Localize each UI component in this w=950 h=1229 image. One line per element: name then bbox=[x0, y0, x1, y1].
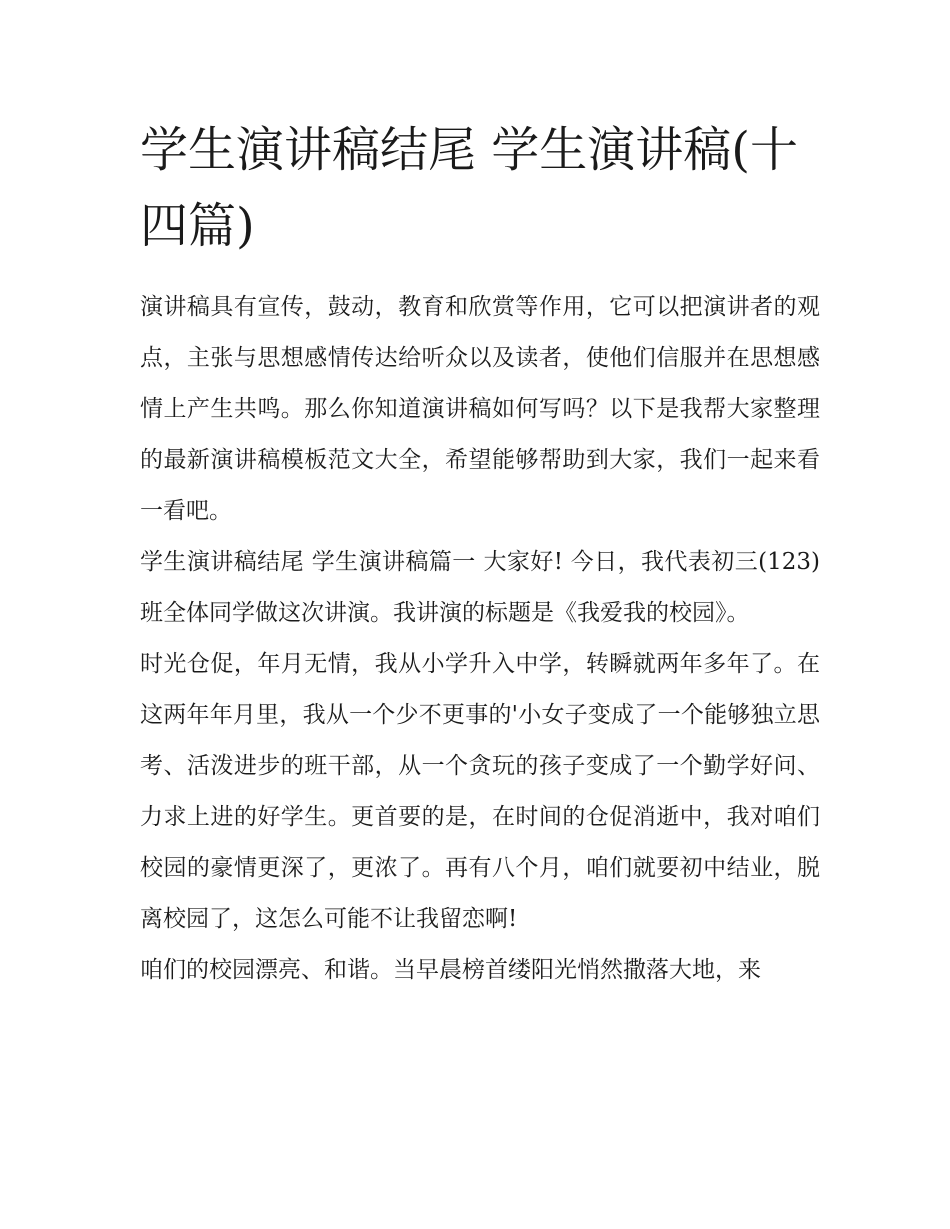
paragraph-intro: 演讲稿具有宣传，鼓动，教育和欣赏等作用，它可以把演讲者的观点，主张与思想感情传达给听众以及读者，使他们信服并在思想感情上产生共鸣。那么你知道演讲稿如何写吗？以下是我帮大家整理的最新演讲稿模板范文大全，希望能够帮助到大家，我们一起来看一看吧。 bbox=[140, 294, 820, 524]
paragraph-list bbox=[140, 282, 820, 996]
document-body bbox=[140, 112, 820, 996]
paragraph-campus: 咱们的校园漂亮、和谐。当早晨榜首缕阳光悄然撒落大地，来 bbox=[140, 957, 761, 983]
paragraph-speech-opening: 学生演讲稿结尾 学生演讲稿篇一 大家好! 今日，我代表初三(123)班全体同学做这次讲演。我讲演的标题是《我爱我的校园》。 bbox=[140, 549, 820, 626]
paragraph-time-passing: 时光仓促，年月无情，我从小学升入中学，转瞬就两年多年了。在这两年年月里，我从一个少不更事的'小女子变成了一个能够独立思考、活泼进步的班干部，从一个贪玩的孩子变成了一个勤学好问、力求上进的好学生。更首要的是，在时间的仓促消逝中，我对咱们校园的豪情更深了，更浓了。再有八个月，咱们就要初中结业，脱离校园了，这怎么可能不让我留恋啊! bbox=[140, 651, 820, 932]
document-title: 学生演讲稿结尾 学生演讲稿(十四篇) bbox=[140, 122, 798, 254]
